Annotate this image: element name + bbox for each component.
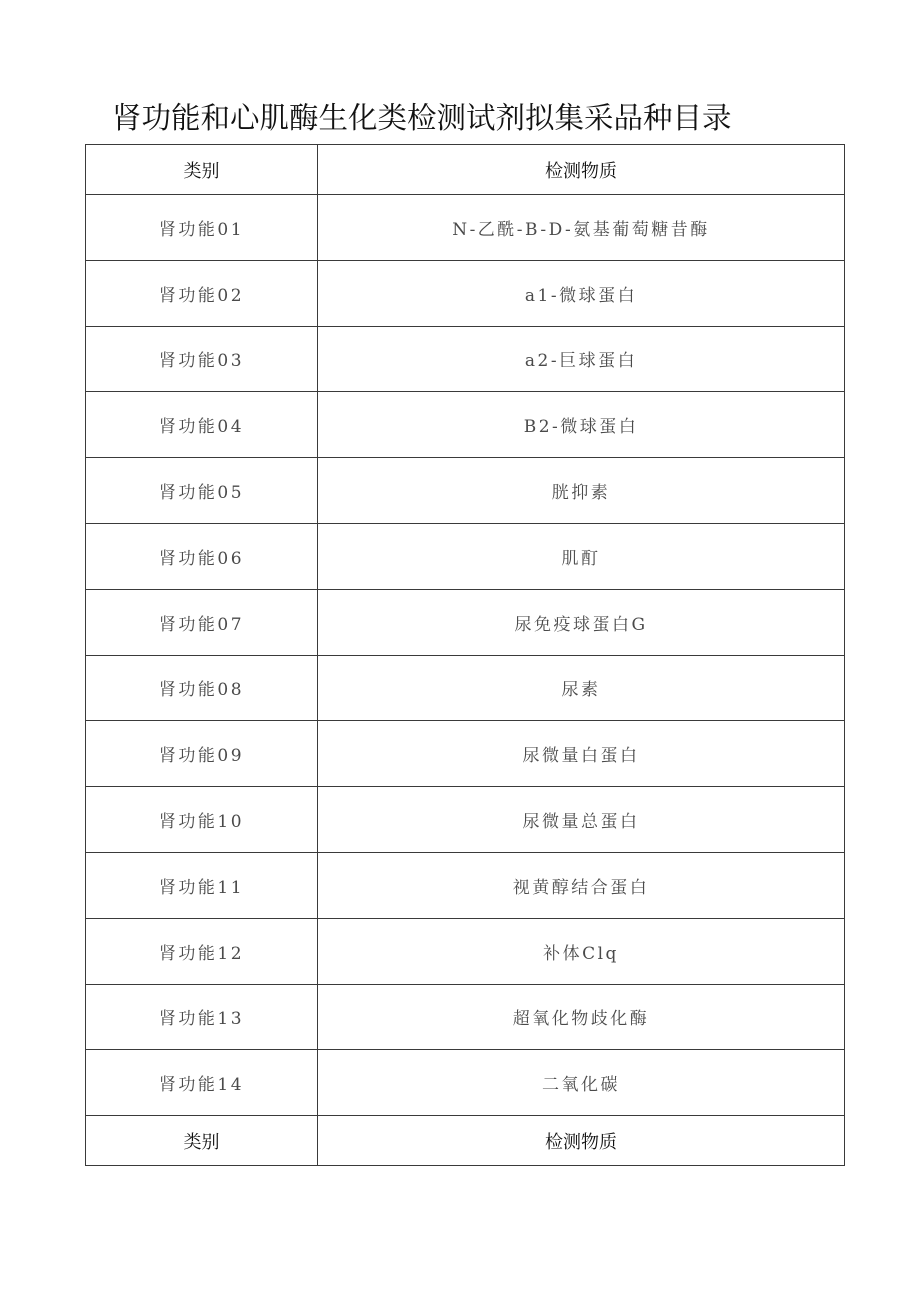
table-row xyxy=(86,589,845,655)
catalog-table xyxy=(85,144,845,1166)
row-substance: 超氧化物歧化酶 xyxy=(318,984,845,1050)
row-substance: 尿素 xyxy=(318,655,845,721)
row-category: 肾功能09 xyxy=(86,721,318,787)
row-substance: 尿微量总蛋白 xyxy=(318,787,845,853)
row-substance: 尿免疫球蛋白G xyxy=(318,589,845,655)
table-row xyxy=(86,523,845,589)
row-category: 肾功能06 xyxy=(86,523,318,589)
row-substance: 补体Clq xyxy=(318,918,845,984)
row-substance: 二氧化碳 xyxy=(318,1050,845,1116)
row-category: 肾功能03 xyxy=(86,326,318,392)
footer-substance: 检测物质 xyxy=(318,1116,845,1166)
table-row xyxy=(86,721,845,787)
row-category: 肾功能14 xyxy=(86,1050,318,1116)
row-substance: N-乙酰-B-D-氨基葡萄糖昔酶 xyxy=(318,195,845,261)
row-category: 肾功能11 xyxy=(86,852,318,918)
row-category: 肾功能05 xyxy=(86,458,318,524)
row-substance: 尿微量白蛋白 xyxy=(318,721,845,787)
table-row xyxy=(86,852,845,918)
table-row xyxy=(86,787,845,853)
row-category: 肾功能01 xyxy=(86,195,318,261)
header-substance: 检测物质 xyxy=(318,145,845,195)
table-row xyxy=(86,1050,845,1116)
row-category: 肾功能08 xyxy=(86,655,318,721)
footer-category: 类别 xyxy=(86,1116,318,1166)
table-row xyxy=(86,195,845,261)
row-category: 肾功能04 xyxy=(86,392,318,458)
table-row xyxy=(86,260,845,326)
row-substance: 肌酊 xyxy=(318,523,845,589)
row-category: 肾功能07 xyxy=(86,589,318,655)
table-row xyxy=(86,392,845,458)
row-category: 肾功能10 xyxy=(86,787,318,853)
table-row xyxy=(86,326,845,392)
table-row xyxy=(86,984,845,1050)
row-category: 肾功能02 xyxy=(86,260,318,326)
table-footer-row xyxy=(86,1116,845,1166)
table-header-row xyxy=(86,145,845,195)
document-title: 肾功能和心肌酶生化类检测试剂拟集采品种目录 xyxy=(112,101,732,135)
row-substance: 胱抑素 xyxy=(318,458,845,524)
row-substance: a2-巨球蛋白 xyxy=(318,326,845,392)
row-substance: 视黄醇结合蛋白 xyxy=(318,852,845,918)
row-substance: a1-微球蛋白 xyxy=(318,260,845,326)
table-row xyxy=(86,655,845,721)
row-category: 肾功能12 xyxy=(86,918,318,984)
row-category: 肾功能13 xyxy=(86,984,318,1050)
header-category: 类别 xyxy=(86,145,318,195)
table-row xyxy=(86,458,845,524)
table-row xyxy=(86,918,845,984)
row-substance: B2-微球蛋白 xyxy=(318,392,845,458)
